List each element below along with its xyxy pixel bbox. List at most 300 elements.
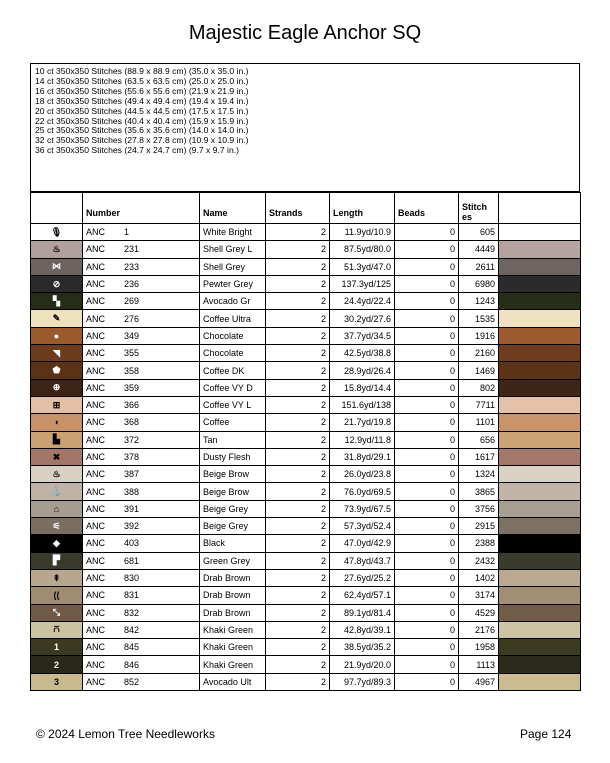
- strands-cell: 2: [266, 500, 330, 517]
- size-line: 25 ct 350x350 Stitches (35.6 x 35.6 cm) (14.0 x 14.0 in.): [35, 125, 249, 136]
- number-cell: [83, 275, 200, 292]
- length-cell: 62.4yd/57.1: [330, 587, 395, 604]
- table-row: [31, 327, 581, 344]
- number-value: 830: [124, 573, 140, 584]
- number-prefix: ANC: [86, 417, 106, 428]
- number-prefix: ANC: [86, 382, 106, 393]
- beads-cell: 0: [395, 466, 459, 483]
- beads-cell: 0: [395, 327, 459, 344]
- length-cell: 27.6yd/25.2: [330, 569, 395, 586]
- length-cell: 47.0yd/42.9: [330, 535, 395, 552]
- name-cell: White Bright: [200, 224, 266, 241]
- symbol-cell: 🎙: [31, 224, 83, 241]
- table-row: [31, 673, 581, 690]
- stitches-cell: 2611: [459, 258, 499, 275]
- length-cell: 15.8yd/14.4: [330, 379, 395, 396]
- symbol-cell: ●: [31, 327, 83, 344]
- beads-cell: 0: [395, 552, 459, 569]
- number-prefix: ANC: [86, 624, 106, 635]
- table-row: [31, 258, 581, 275]
- stitches-cell: 1916: [459, 327, 499, 344]
- strands-cell: 2: [266, 310, 330, 327]
- name-cell: Avocado Ult: [200, 673, 266, 690]
- color-swatch: [499, 604, 581, 621]
- number-cell: [83, 379, 200, 396]
- length-cell: 87.5yd/80.0: [330, 241, 395, 258]
- table-row: [31, 518, 581, 535]
- number-prefix: ANC: [86, 348, 106, 359]
- number-prefix: ANC: [86, 227, 106, 238]
- length-cell: 26.0yd/23.8: [330, 466, 395, 483]
- beads-cell: 0: [395, 224, 459, 241]
- strands-cell: 2: [266, 673, 330, 690]
- stitches-cell: 2388: [459, 535, 499, 552]
- number-cell: [83, 448, 200, 465]
- table-row: [31, 621, 581, 638]
- beads-cell: 0: [395, 345, 459, 362]
- strands-cell: 2: [266, 639, 330, 656]
- symbol-cell: ▚: [31, 293, 83, 310]
- length-cell: 30.2yd/27.6: [330, 310, 395, 327]
- number-cell: [83, 604, 200, 621]
- name-cell: Green Grey: [200, 552, 266, 569]
- strands-cell: 2: [266, 241, 330, 258]
- size-line: 10 ct 350x350 Stitches (88.9 x 88.9 cm) (35.0 x 35.0 in.): [35, 66, 249, 76]
- number-prefix: ANC: [86, 521, 106, 532]
- table-row: [31, 604, 581, 621]
- number-cell: [83, 293, 200, 310]
- strands-cell: 2: [266, 466, 330, 483]
- color-swatch: [499, 483, 581, 500]
- name-cell: Chocolate: [200, 345, 266, 362]
- color-header: [499, 193, 581, 224]
- beads-cell: 0: [395, 241, 459, 258]
- symbol-cell: ⊕: [31, 379, 83, 396]
- number-value: 387: [124, 469, 140, 480]
- beads-cell: 0: [395, 604, 459, 621]
- name-cell: Drab Brown: [200, 587, 266, 604]
- number-prefix: ANC: [86, 261, 106, 272]
- name-cell: Chocolate: [200, 327, 266, 344]
- number-value: 358: [124, 365, 140, 376]
- color-swatch: [499, 310, 581, 327]
- name-cell: Shell Grey: [200, 258, 266, 275]
- name-cell: Khaki Green: [200, 639, 266, 656]
- number-prefix: ANC: [86, 555, 106, 566]
- beads-cell: 0: [395, 483, 459, 500]
- strands-cell: 2: [266, 293, 330, 310]
- symbol-cell: ♨: [31, 466, 83, 483]
- page-title: Majestic Eagle Anchor SQ: [188, 22, 422, 44]
- number-value: 368: [124, 417, 140, 428]
- strands-cell: 2: [266, 275, 330, 292]
- name-cell: Coffee Ultra: [200, 310, 266, 327]
- number-prefix: ANC: [86, 486, 106, 497]
- length-cell: 47.8yd/43.7: [330, 552, 395, 569]
- symbol-cell: ⋈: [31, 258, 83, 275]
- symbol-cell: ✎: [31, 310, 83, 327]
- color-swatch: [499, 500, 581, 517]
- table-row: [31, 275, 581, 292]
- beads-cell: 0: [395, 275, 459, 292]
- strands-cell: 2: [266, 604, 330, 621]
- number-prefix: ANC: [86, 400, 106, 411]
- color-swatch: [499, 621, 581, 638]
- stitches-cell: 4967: [459, 673, 499, 690]
- length-cell: 31.8yd/29.1: [330, 448, 395, 465]
- number-value: 378: [124, 452, 140, 462]
- name-cell: Drab Brown: [200, 604, 266, 621]
- name-cell: Coffee VY D: [200, 379, 266, 396]
- number-cell: [83, 224, 200, 241]
- table-row: [31, 466, 581, 483]
- number-cell: [83, 621, 200, 638]
- number-cell: [83, 310, 200, 327]
- number-cell: [83, 466, 200, 483]
- length-cell: 42.5yd/38.8: [330, 345, 395, 362]
- number-value: 349: [124, 330, 140, 341]
- strands-cell: 2: [266, 379, 330, 396]
- beads-cell: 0: [395, 362, 459, 379]
- symbol-cell: ⚟: [31, 518, 83, 535]
- number-header: Number: [83, 193, 200, 224]
- symbol-cell: ⤡: [31, 604, 83, 621]
- length-cell: 11.9yd/10.9: [330, 224, 395, 241]
- number-prefix: ANC: [86, 538, 106, 549]
- number-cell: [83, 345, 200, 362]
- number-cell: [83, 396, 200, 413]
- symbol-cell: ◆: [31, 535, 83, 552]
- color-swatch: [499, 345, 581, 362]
- length-cell: 12.9yd/11.8: [330, 431, 395, 448]
- number-prefix: ANC: [86, 452, 106, 462]
- color-swatch: [499, 275, 581, 292]
- stitches-cell: 1324: [459, 466, 499, 483]
- size-line: 36 ct 350x350 Stitches (24.7 x 24.7 cm) (9.7 x 9.7 in.): [35, 145, 239, 156]
- strands-cell: 2: [266, 345, 330, 362]
- number-cell: [83, 483, 200, 500]
- number-cell: [83, 258, 200, 275]
- beads-cell: 0: [395, 569, 459, 586]
- number-value: 831: [124, 590, 140, 601]
- symbol-cell: ◥: [31, 345, 83, 362]
- symbol-cell: ((: [31, 587, 83, 604]
- stitches-cell: 3174: [459, 587, 499, 604]
- color-swatch: [499, 258, 581, 275]
- length-cell: 97.7yd/89.3: [330, 673, 395, 690]
- color-swatch: [499, 518, 581, 535]
- size-line: 22 ct 350x350 Stitches (40.4 x 40.4 cm) (15.9 x 15.9 in.): [35, 115, 249, 126]
- color-swatch: [499, 552, 581, 569]
- number-cell: [83, 552, 200, 569]
- name-header: Name: [200, 193, 266, 224]
- stitches-cell: 802: [459, 379, 499, 396]
- number-value: 681: [124, 555, 140, 566]
- strands-cell: 2: [266, 448, 330, 465]
- number-value: 355: [124, 348, 140, 359]
- size-line: 18 ct 350x350 Stitches (49.4 x 49.4 cm) (19.4 x 19.4 in.): [35, 95, 249, 106]
- number-prefix: ANC: [86, 279, 106, 290]
- table-row: [31, 500, 581, 517]
- table-row: [31, 379, 581, 396]
- length-cell: 151.6yd/138: [330, 396, 395, 413]
- color-swatch: [499, 327, 581, 344]
- strands-cell: 2: [266, 224, 330, 241]
- symbol-cell: 3: [31, 673, 83, 690]
- symbol-cell: ▙: [31, 431, 83, 448]
- beads-cell: 0: [395, 258, 459, 275]
- strands-cell: 2: [266, 258, 330, 275]
- color-swatch: [499, 431, 581, 448]
- strands-cell: 2: [266, 656, 330, 673]
- length-cell: 73.9yd/67.5: [330, 500, 395, 517]
- strands-cell: 2: [266, 396, 330, 413]
- number-prefix: ANC: [86, 503, 106, 514]
- table-header-row: [31, 193, 581, 224]
- size-line: 20 ct 350x350 Stitches (44.5 x 44.5 cm) (17.5 x 17.5 in.): [35, 105, 249, 116]
- name-cell: Coffee DK: [200, 362, 266, 379]
- name-cell: Beige Brow: [200, 483, 266, 500]
- number-value: 233: [124, 261, 140, 272]
- symbol-cell: ✖: [31, 448, 83, 465]
- symbol-cell: 1: [31, 639, 83, 656]
- color-swatch: [499, 396, 581, 413]
- stitches-header: Stitch es: [459, 193, 499, 224]
- number-value: 359: [124, 382, 140, 393]
- name-cell: Coffee VY L: [200, 396, 266, 413]
- symbol-header: [31, 193, 83, 224]
- number-cell: [83, 500, 200, 517]
- color-swatch: [499, 656, 581, 673]
- number-value: 388: [124, 486, 140, 497]
- length-cell: 21.9yd/20.0: [330, 656, 395, 673]
- table-row: [31, 224, 581, 241]
- stitches-cell: 7711: [459, 396, 499, 413]
- strands-cell: 2: [266, 535, 330, 552]
- table-row: [31, 396, 581, 413]
- name-cell: Shell Grey L: [200, 241, 266, 258]
- length-cell: 42.8yd/39.1: [330, 621, 395, 638]
- number-cell: [83, 639, 200, 656]
- stitches-cell: 2176: [459, 621, 499, 638]
- name-cell: Khaki Green: [200, 621, 266, 638]
- name-cell: Pewter Grey: [200, 275, 266, 292]
- strands-cell: 2: [266, 414, 330, 431]
- copyright: © 2024 Lemon Tree Needleworks: [36, 727, 215, 741]
- page-number: Page 124: [520, 727, 572, 741]
- symbol-cell: ⊞: [31, 396, 83, 413]
- color-swatch: [499, 293, 581, 310]
- number-prefix: ANC: [86, 365, 106, 376]
- stitches-cell: 2160: [459, 345, 499, 362]
- number-prefix: ANC: [86, 244, 106, 255]
- number-value: 231: [124, 244, 140, 255]
- length-cell: 57.3yd/52.4: [330, 518, 395, 535]
- stitches-cell: 3756: [459, 500, 499, 517]
- stitches-cell: 1113: [459, 656, 499, 673]
- color-swatch: [499, 224, 581, 241]
- color-swatch: [499, 673, 581, 690]
- name-cell: Avocado Gr: [200, 293, 266, 310]
- beads-cell: 0: [395, 656, 459, 673]
- stitches-cell: 1101: [459, 414, 499, 431]
- beads-cell: 0: [395, 293, 459, 310]
- length-cell: 76.0yd/69.5: [330, 483, 395, 500]
- stitches-cell: 6980: [459, 275, 499, 292]
- length-cell: 137.3yd/125: [330, 275, 395, 292]
- color-swatch: [499, 362, 581, 379]
- length-cell: 38.5yd/35.2: [330, 639, 395, 656]
- length-cell: 21.7yd/19.8: [330, 414, 395, 431]
- color-swatch: [499, 241, 581, 258]
- number-value: 392: [124, 521, 140, 532]
- number-value: 846: [124, 659, 140, 670]
- number-cell: [83, 241, 200, 258]
- color-swatch: [499, 569, 581, 586]
- stitches-cell: 605: [459, 224, 499, 241]
- number-value: 1: [124, 227, 130, 238]
- number-value: 842: [124, 624, 140, 635]
- table-row: [31, 448, 581, 465]
- number-cell: [83, 656, 200, 673]
- name-cell: Beige Brow: [200, 466, 266, 483]
- stitches-cell: 4529: [459, 604, 499, 621]
- table-row: [31, 569, 581, 586]
- number-value: 403: [124, 538, 140, 549]
- stitches-cell: 4449: [459, 241, 499, 258]
- beads-cell: 0: [395, 310, 459, 327]
- number-prefix: ANC: [86, 607, 106, 618]
- symbol-cell: ◖: [31, 414, 83, 431]
- number-prefix: ANC: [86, 573, 106, 584]
- floss-table: [30, 192, 581, 691]
- number-cell: [83, 431, 200, 448]
- number-cell: [83, 535, 200, 552]
- length-cell: 37.7yd/34.5: [330, 327, 395, 344]
- table-row: [31, 656, 581, 673]
- strands-cell: 2: [266, 362, 330, 379]
- strands-cell: 2: [266, 518, 330, 535]
- table-row: [31, 552, 581, 569]
- beads-cell: 0: [395, 673, 459, 690]
- number-cell: [83, 414, 200, 431]
- size-line: 16 ct 350x350 Stitches (55.6 x 55.6 cm) (21.9 x 21.9 in.): [35, 85, 249, 96]
- stitches-cell: 2915: [459, 518, 499, 535]
- color-swatch: [499, 639, 581, 656]
- symbol-cell: ⩃: [31, 621, 83, 638]
- beads-cell: 0: [395, 518, 459, 535]
- beads-cell: 0: [395, 587, 459, 604]
- strands-cell: 2: [266, 483, 330, 500]
- name-cell: Coffee: [200, 414, 266, 431]
- number-value: 845: [124, 642, 140, 653]
- strands-cell: 2: [266, 587, 330, 604]
- number-cell: [83, 569, 200, 586]
- beads-cell: 0: [395, 431, 459, 448]
- size-line: 14 ct 350x350 Stitches (63.5 x 63.5 cm) (25.0 x 25.0 in.): [35, 75, 249, 86]
- number-prefix: ANC: [86, 676, 106, 687]
- stitches-cell: 1617: [459, 448, 499, 465]
- number-value: 236: [124, 279, 140, 290]
- stitches-cell: 1402: [459, 569, 499, 586]
- strands-cell: 2: [266, 431, 330, 448]
- color-swatch: [499, 414, 581, 431]
- name-cell: Beige Grey: [200, 518, 266, 535]
- number-cell: [83, 673, 200, 690]
- strands-cell: 2: [266, 621, 330, 638]
- number-prefix: ANC: [86, 330, 106, 341]
- color-swatch: [499, 448, 581, 465]
- color-swatch: [499, 379, 581, 396]
- symbol-cell: ♨: [31, 241, 83, 258]
- number-value: 832: [124, 607, 140, 618]
- number-value: 852: [124, 676, 140, 687]
- beads-header: Beads: [395, 193, 459, 224]
- symbol-cell: ⊘: [31, 275, 83, 292]
- number-prefix: ANC: [86, 469, 106, 480]
- size-line: 32 ct 350x350 Stitches (27.8 x 27.8 cm) (10.9 x 10.9 in.): [35, 135, 249, 146]
- symbol-cell: ⌂: [31, 500, 83, 517]
- number-value: 366: [124, 400, 140, 411]
- number-prefix: ANC: [86, 434, 106, 445]
- table-row: [31, 310, 581, 327]
- number-prefix: ANC: [86, 659, 106, 670]
- name-cell: Khaki Green: [200, 656, 266, 673]
- number-prefix: ANC: [86, 296, 106, 307]
- beads-cell: 0: [395, 396, 459, 413]
- symbol-cell: ⇞: [31, 569, 83, 586]
- strands-header: Strands: [266, 193, 330, 224]
- number-value: 276: [124, 313, 140, 324]
- number-value: 372: [124, 434, 140, 445]
- symbol-cell: ⚓: [31, 483, 83, 500]
- length-header: Length: [330, 193, 395, 224]
- length-cell: 89.1yd/81.4: [330, 604, 395, 621]
- stitches-cell: 1958: [459, 639, 499, 656]
- stitches-cell: 2432: [459, 552, 499, 569]
- name-cell: Tan: [200, 431, 266, 448]
- name-cell: Black: [200, 535, 266, 552]
- strands-cell: 2: [266, 569, 330, 586]
- stitches-cell: 1535: [459, 310, 499, 327]
- name-cell: Drab Brown: [200, 569, 266, 586]
- stitches-cell: 1243: [459, 293, 499, 310]
- number-cell: [83, 518, 200, 535]
- symbol-cell: ⬟: [31, 362, 83, 379]
- beads-cell: 0: [395, 621, 459, 638]
- name-cell: Beige Grey: [200, 500, 266, 517]
- beads-cell: 0: [395, 535, 459, 552]
- stitches-cell: 3865: [459, 483, 499, 500]
- number-prefix: ANC: [86, 590, 106, 601]
- table-row: [31, 345, 581, 362]
- table-row: [31, 587, 581, 604]
- number-prefix: ANC: [86, 313, 106, 324]
- symbol-cell: 2: [31, 656, 83, 673]
- beads-cell: 0: [395, 379, 459, 396]
- number-cell: [83, 587, 200, 604]
- beads-cell: 0: [395, 639, 459, 656]
- length-cell: 28.9yd/26.4: [330, 362, 395, 379]
- size-info-box: [30, 63, 580, 192]
- beads-cell: 0: [395, 448, 459, 465]
- table-row: [31, 483, 581, 500]
- number-value: 391: [124, 503, 140, 514]
- table-row: [31, 639, 581, 656]
- length-cell: 24.4yd/22.4: [330, 293, 395, 310]
- table-row: [31, 414, 581, 431]
- color-swatch: [499, 466, 581, 483]
